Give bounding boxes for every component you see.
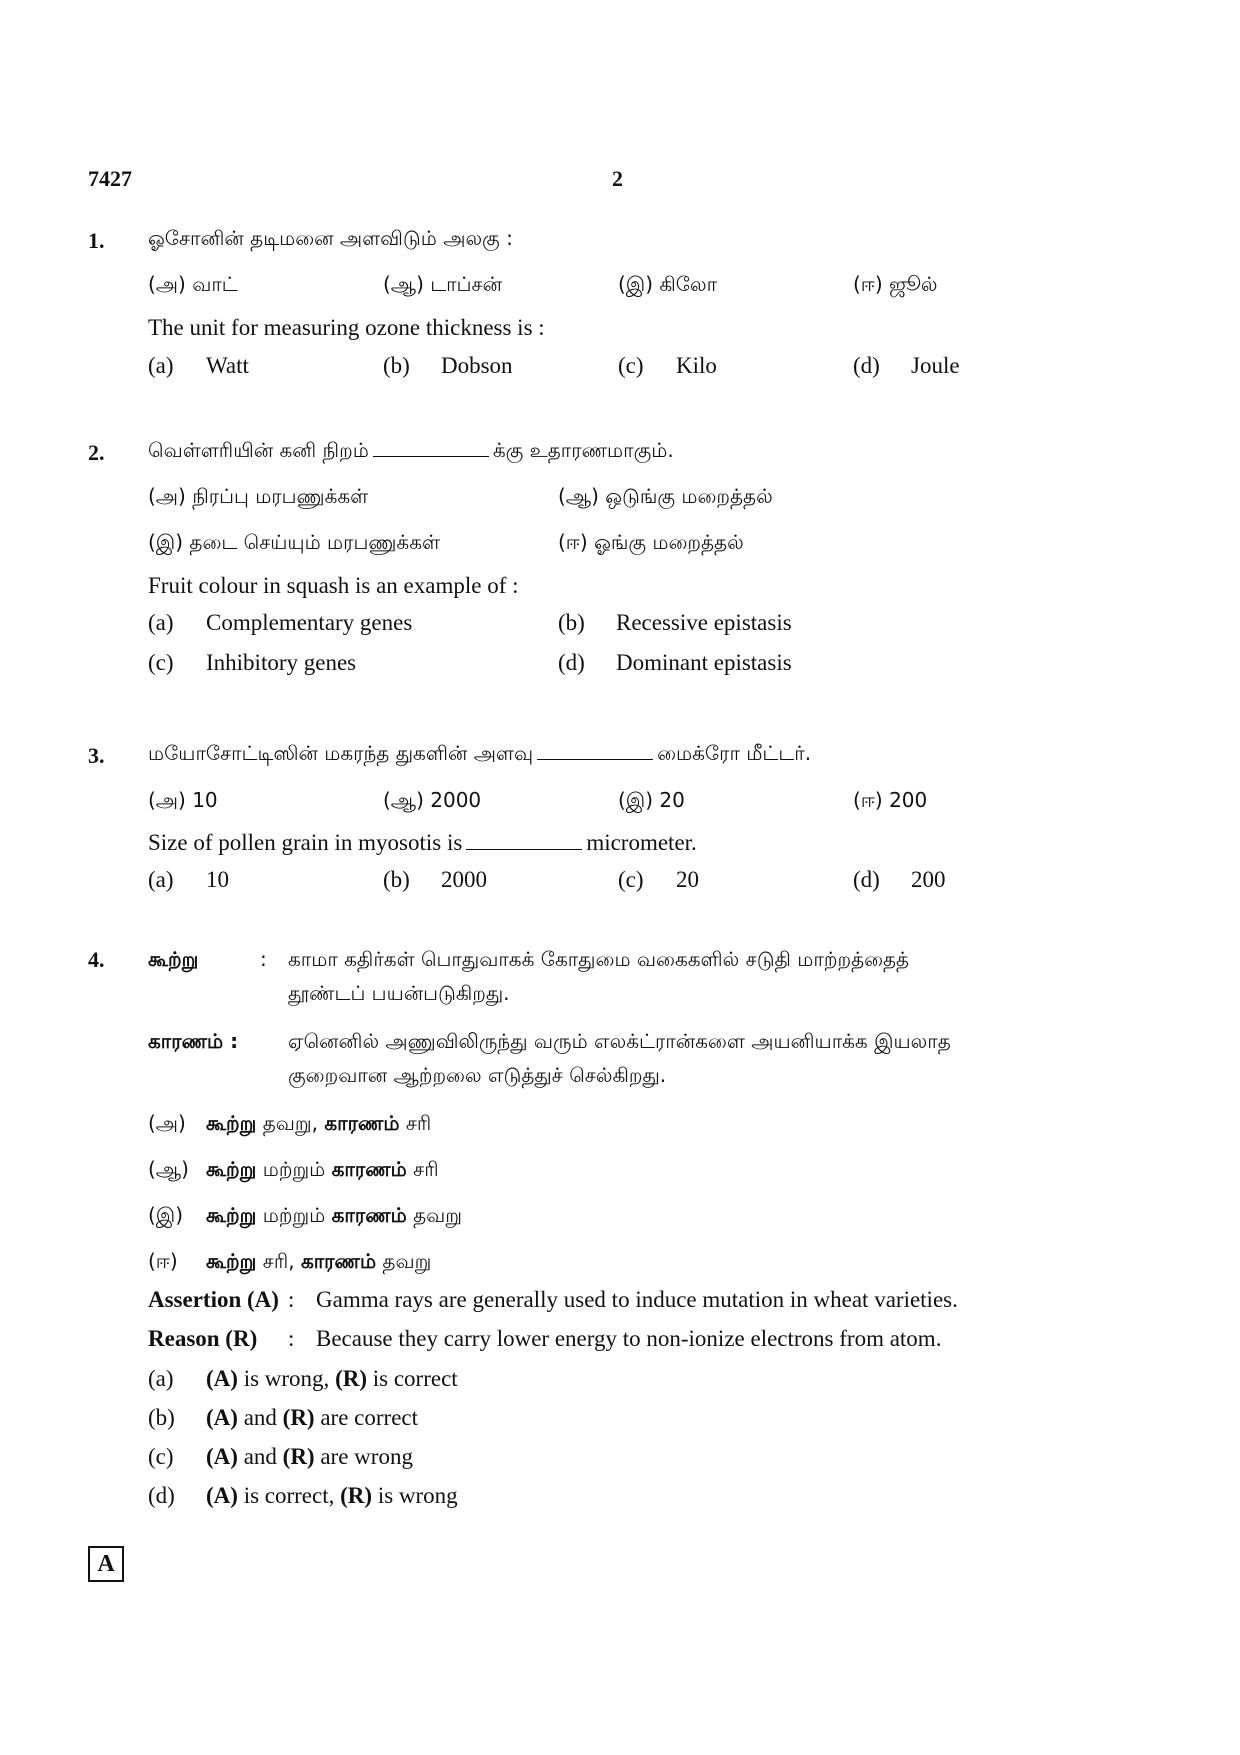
option-tamil-c[interactable]: (இ) 20: [618, 788, 685, 812]
question-number: 3.: [88, 743, 105, 768]
option-tamil-b[interactable]: (ஆ) டாப்சன்: [383, 272, 502, 296]
option-d[interactable]: (d) (A) is correct, (R) is wrong: [148, 1483, 458, 1508]
option-tamil-a[interactable]: (அ) 10: [148, 788, 218, 812]
option-text: Dobson: [441, 353, 513, 378]
option-label: (a): [148, 353, 174, 378]
option-c[interactable]: (c) (A) and (R) are wrong: [148, 1444, 413, 1469]
option-a[interactable]: (a) (A) is wrong, (R) is correct: [148, 1366, 458, 1391]
answer-blank: [466, 831, 582, 850]
option-c[interactable]: (c) 20: [618, 867, 699, 892]
option-tamil-a[interactable]: (அ) நிரப்பு மரபணுக்கள்: [148, 484, 369, 508]
option-tamil-b[interactable]: (ஆ) கூற்று மற்றும் காரணம் சரி: [148, 1157, 439, 1181]
option-label: (b): [383, 353, 410, 378]
option-tamil-c[interactable]: (இ) கூற்று மற்றும் காரணம் தவறு: [148, 1203, 463, 1227]
paper-code: 7427: [88, 166, 132, 191]
option-b[interactable]: [383, 353, 513, 379]
question-number: 1.: [88, 228, 105, 253]
option-tamil-d[interactable]: (ஈ) கூற்று சரி, காரணம் தவறு: [148, 1249, 432, 1273]
option-d[interactable]: (d) 200: [853, 867, 946, 892]
option-d[interactable]: [853, 353, 960, 379]
option-tamil-a[interactable]: (அ) கூற்று தவறு, காரணம் சரி: [148, 1111, 432, 1135]
question-number: 2.: [88, 440, 105, 465]
option-tamil-a[interactable]: (அ) வாட்: [148, 272, 238, 296]
tamil-reason-text-2: குறைவான ஆற்றலை எடுத்துச் செல்கிறது.: [288, 1063, 667, 1087]
option-label: (c): [618, 353, 644, 378]
option-tamil-c[interactable]: (இ) தடை செய்யும் மரபணுக்கள்: [148, 530, 441, 554]
question-text-english: Fruit colour in squash is an example of :: [148, 573, 519, 598]
option-label: (d): [853, 353, 880, 378]
option-tamil-d[interactable]: (ஈ) ஓங்கு மறைத்தல்: [558, 530, 744, 554]
assertion: Assertion (A) : Gamma rays are generally used to induce mutation in wheat varieties.: [148, 1287, 958, 1312]
tamil-assertion-text-2: தூண்டப் பயன்படுகிறது.: [288, 981, 510, 1005]
option-tamil-d[interactable]: (ஈ) 200: [853, 788, 928, 812]
answer-blank: [373, 438, 489, 457]
option-c[interactable]: (c) Inhibitory genes: [148, 650, 357, 675]
question-text-english: The unit for measuring ozone thickness is :: [148, 315, 545, 340]
page-number: 2: [612, 166, 623, 191]
option-b[interactable]: (b) 2000: [383, 867, 487, 892]
option-text: Watt: [206, 353, 249, 378]
tamil-assertion-text-1: காமா கதிர்கள் பொதுவாகக் கோதுமை வகைகளில் சடுதி மாற்றத்தைத்: [288, 947, 910, 971]
option-b[interactable]: (b) (A) and (R) are correct: [148, 1405, 419, 1430]
tamil-reason-text-1: ஏனெனில் அணுவிலிருந்து வரும் எலக்ட்ரான்களை அயனியாக்க இயலாத: [288, 1029, 951, 1053]
option-a[interactable]: (a) 10: [148, 867, 229, 892]
option-text: Joule: [911, 353, 960, 378]
option-d[interactable]: (d) Dominant epistasis: [558, 650, 792, 675]
question-number: 4.: [88, 947, 105, 972]
booklet-series-letter: A: [88, 1546, 124, 1582]
answer-blank: [537, 741, 653, 760]
question-text-tamil: வெள்ளரியின் கனி நிறம் க்கு உதாரணமாகும்.: [148, 438, 674, 462]
question-text-tamil: ஓசோனின் தடிமனை அளவிடும் அலகு :: [148, 226, 513, 250]
option-c[interactable]: [618, 353, 717, 379]
reason: Reason (R) : Because they carry lower energy to non-ionize electrons from atom.: [148, 1326, 942, 1351]
tamil-reason-label: காரணம் :: [148, 1029, 239, 1053]
tamil-assertion: கூற்று :: [148, 947, 267, 971]
question-text-english: Size of pollen grain in myosotis is micrometer.: [148, 830, 697, 855]
option-tamil-c[interactable]: (இ) கிலோ: [618, 272, 718, 296]
option-a[interactable]: [148, 353, 249, 379]
option-text: Kilo: [676, 353, 717, 378]
option-tamil-b[interactable]: (ஆ) ஒடுங்கு மறைத்தல்: [558, 484, 773, 508]
option-b[interactable]: (b) Recessive epistasis: [558, 610, 792, 635]
option-a[interactable]: (a) Complementary genes: [148, 610, 413, 635]
question-text-tamil: மயோசோட்டிஸின் மகரந்த துகளின் அளவு மைக்ரோ மீட்டர்.: [148, 741, 812, 765]
option-tamil-b[interactable]: (ஆ) 2000: [383, 788, 482, 812]
option-tamil-d[interactable]: (ஈ) ஜூல்: [853, 272, 938, 296]
